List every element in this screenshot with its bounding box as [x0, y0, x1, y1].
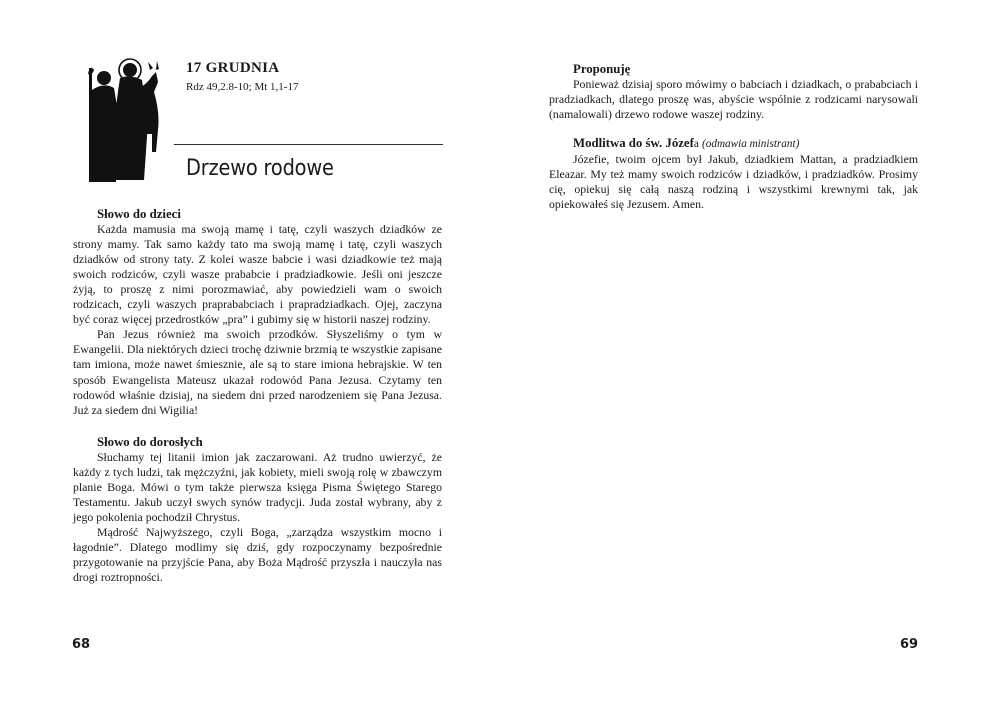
- section-prayer: [549, 136, 918, 212]
- section-heading: Proponuję: [573, 62, 631, 76]
- prayer-heading-suffix: a: [693, 138, 699, 150]
- prayer-heading-note: (odmawia ministrant): [702, 138, 800, 150]
- holy-family-silhouette-icon: [86, 52, 162, 186]
- chapter-title: Drzewo rodowe: [186, 156, 334, 181]
- prayer-heading-text: Modlitwa do św. Józef: [573, 136, 694, 150]
- section-words-for-children: [73, 207, 442, 418]
- section-words-for-adults: [73, 435, 442, 585]
- paragraph: Ponieważ dzisiaj sporo mówimy o babciach i dziadkach, o prababciach i pradziadkach, dlatego proszę was, abyście wspólnie z rodzicami narysowali (namalowali) drzewo rodowe waszej rodziny.: [549, 77, 918, 122]
- title-divider: [174, 144, 443, 145]
- paragraph: Słuchamy tej litanii imion jak zaczarowani. Aż trudno uwierzyć, że każdy z tych ludzi, tak mężczyźni, jak kobiety, mieli swoją rolę w zbawczym planie Boga. Mówi o tym także pierwsza księga Pisma Świętego Starego Testamentu. Jakub uczył swych synów tradycji. Juda został wybrany, aby z jego pokolenia pochodził Chrystus.: [73, 450, 442, 525]
- paragraph: Mądrość Najwyższego, czyli Boga, „zarządza wszystkim mocno i łagodnie”. Dlatego modlimy się dziś, gdy rozpoczynamy bezpośrednie przygotowanie na przyjście Pana, aby Boża Mądrość przyszła i nauczyła nas drogi roztropności.: [73, 525, 442, 585]
- section-proposal: [549, 62, 918, 122]
- liturgical-date: 17 GRUDNIA: [186, 60, 280, 76]
- page-number-right: 69: [900, 637, 919, 652]
- section-heading: Słowo do dorosłych: [97, 435, 203, 449]
- page-number-left: 68: [72, 637, 91, 652]
- paragraph: Józefie, twoim ojcem był Jakub, dziadkiem Mattan, a pradziadkiem Eleazar. My też mamy swoich rodziców i dziadków, i pradziadków. Prosimy cię, opiekuj się całą naszą rodziną i wszystkimi krewnymi tak, jak opiekowałeś się Jezusem. Amen.: [549, 152, 918, 212]
- paragraph: Każda mamusia ma swoją mamę i tatę, czyli waszych dziadków ze strony mamy. Tak samo każdy tato ma swoją mamę i tatę, czyli waszych dziadków od strony taty. Z kolei wasze babcie i wasi dziadkowie też mają swoich rodziców, czyli wasze prababcie i pradziadkowie. Jeśli oni jeszcze żyją, to proszę z nimi porozmawiać, aby powiedzieli wam o swoich rodzicach, czyli waszych praprababciach i prapradziadkach. Ojej, zaczyna być coraz więcej przedrostków „pra” i gubimy się w historii naszej rodziny.: [73, 222, 442, 327]
- paragraph: Pan Jezus również ma swoich przodków. Słyszeliśmy o tym w Ewangelii. Dla niektórych dzieci trochę dziwnie brzmią te wszystkie zapisane tam imiona, może nawet śmiesznie, ale są to stare imiona hebrajskie. W ten sposób Ewangelista Mateusz ukazał rodowód Pana Jezusa. Czytamy ten rodowód właśnie dzisiaj, na siedem dni przed narodzeniem się Pana Jezusa. Już za siedem dni Wigilia!: [73, 327, 442, 417]
- section-heading: Słowo do dzieci: [97, 207, 181, 221]
- scripture-readings: Rdz 49,2.8-10; Mt 1,1-17: [186, 81, 299, 93]
- section-heading: [549, 136, 918, 152]
